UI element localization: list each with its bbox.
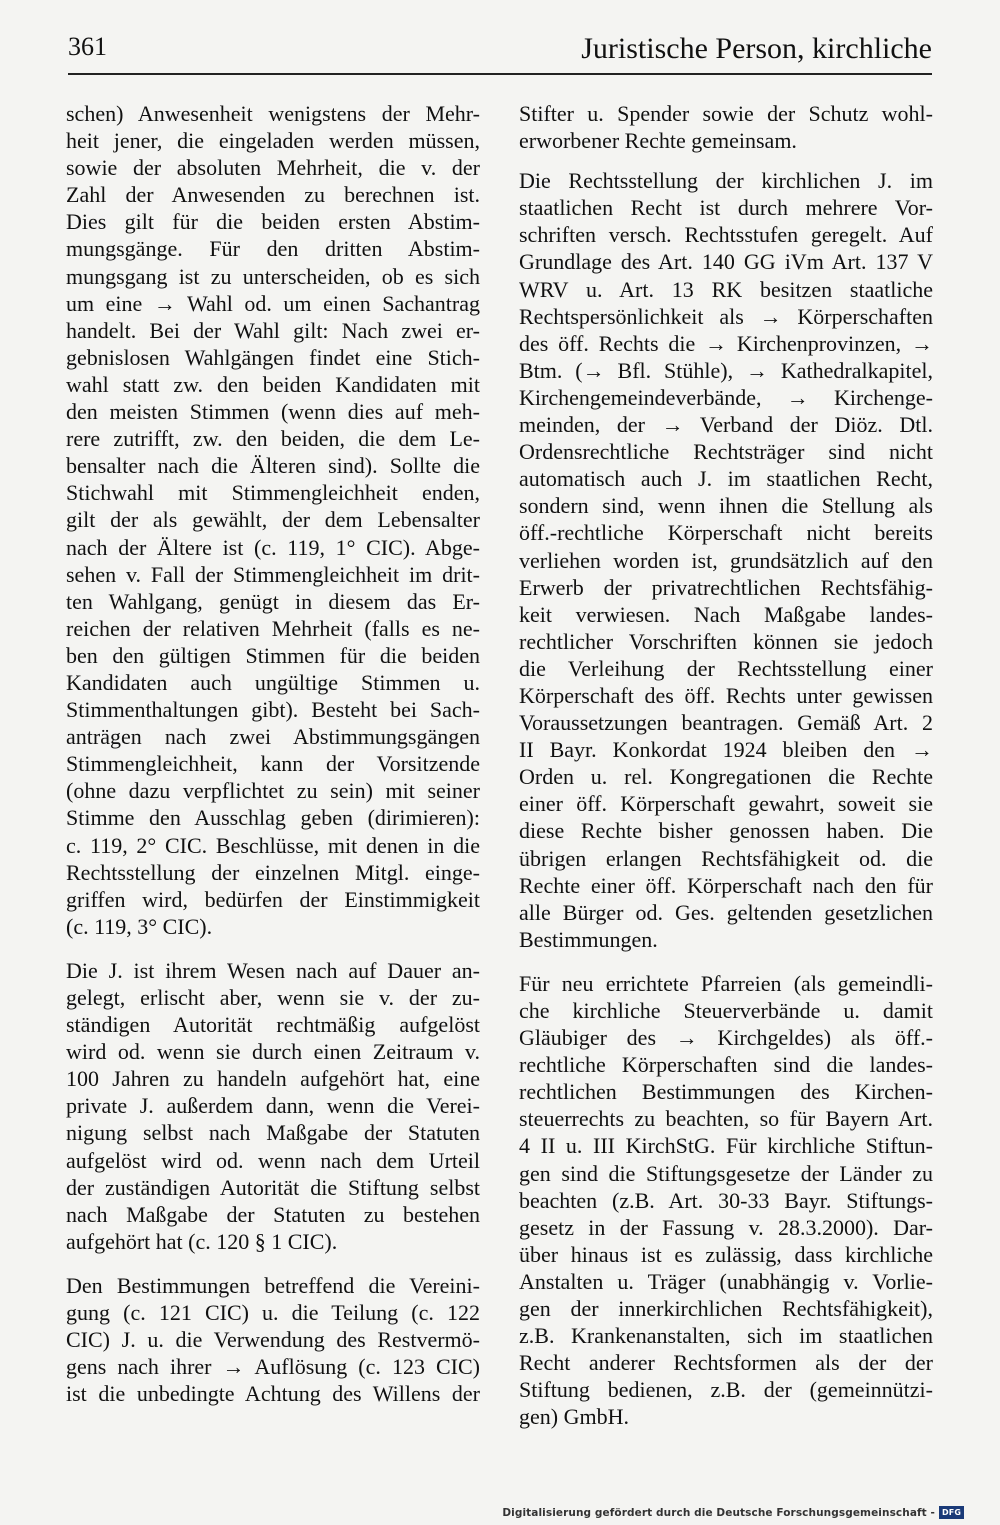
text-line: keit verwiesen. Nach Maßgabe landes- [519, 601, 933, 627]
paragraph-gap [519, 154, 933, 167]
text-line: ben den gültigen Stimmen für die beiden [66, 642, 480, 668]
text-line: rechtlicher Vorschriften können sie jedoch [519, 628, 933, 654]
text-line: nigung selbst nach Maßgabe der Statuten [66, 1120, 480, 1146]
running-title: Juristische Person, kirchliche [581, 32, 932, 65]
text-line: Für neu errichtete Pfarreien (als gemeindli- [519, 970, 933, 996]
text-line: Zahl der Anwesenden zu berechnen ist. [66, 182, 480, 208]
right-column [519, 100, 933, 1431]
paragraph [519, 167, 933, 953]
text-line: gen sind die Stiftungsgesetze der Länder zu [519, 1160, 933, 1186]
text-line: Stimmenthaltungen gibt). Besteht bei Sach- [66, 697, 480, 723]
text-line: Die J. ist ihrem Wesen nach auf Dauer an- [66, 957, 480, 983]
paragraph [66, 957, 480, 1255]
text-line: Stimme den Ausschlag geben (dirimieren): [66, 805, 480, 831]
text-line: Gläubiger des → Kirchgeldes) als öff.- [519, 1025, 933, 1051]
text-line: Stichwahl mit Stimmengleichheit enden, [66, 480, 480, 506]
text-line: steuerrechts zu beachten, so für Bayern Art. [519, 1106, 933, 1132]
text-line: Btm. (→ Bfl. Stühle), → Kathedralkapitel, [519, 357, 933, 383]
text-line: wahl statt zw. den beiden Kandidaten mit [66, 371, 480, 397]
text-line: z.B. Krankenanstalten, sich im staatlichen [519, 1323, 933, 1349]
text-line: sowie der absoluten Mehrheit, die v. der [66, 155, 480, 181]
text-line: verliehen worden ist, grundsätzlich auf den [519, 547, 933, 573]
text-line: Dies gilt für die beiden ersten Abstim- [66, 209, 480, 235]
text-line: nach der Ältere ist (c. 119, 1° CIC). Abge- [66, 534, 480, 560]
text-line: II Bayr. Konkordat 1924 bleiben den → [519, 737, 933, 763]
text-line: gung (c. 121 CIC) u. die Teilung (c. 122 [66, 1300, 480, 1326]
footer-text: Digitalisierung gefördert durch die Deutsche Forschungsgemeinschaft - [502, 1506, 936, 1519]
text-line: (ohne dazu verpflichtet zu sein) mit seiner [66, 778, 480, 804]
text-line: gen der innerkirchlichen Rechtsfähigkeit), [519, 1296, 933, 1322]
text-line: sehen v. Fall der Stimmengleichheit im drit- [66, 561, 480, 587]
text-line: handelt. Bei der Wahl gilt: Nach zwei er- [66, 317, 480, 343]
text-line: Recht anderer Rechtsformen als der der [519, 1350, 933, 1376]
page-header [68, 30, 932, 72]
text-line: Bestimmungen. [519, 926, 658, 952]
text-line: private J. außerdem dann, wenn die Verei- [66, 1093, 480, 1119]
text-line: wird od. wenn sie durch einen Zeitraum v. [66, 1039, 480, 1065]
text-line: automatisch auch J. im staatlichen Recht, [519, 466, 933, 492]
text-line: nach Maßgabe der Statuten zu bestehen [66, 1201, 480, 1227]
paragraph [66, 100, 480, 940]
text-line: Stifter u. Spender sowie der Schutz wohl- [519, 101, 933, 126]
text-line: die Verleihung der Rechtsstellung einer [519, 655, 933, 681]
text-line: erworbener Rechte gemeinsam. [519, 128, 797, 154]
text-line: ständigen Autorität rechtmäßig aufgelöst [66, 1012, 480, 1038]
text-line: Rechtspersönlichkeit als → Körperschaften [519, 303, 933, 329]
text-line: übrigen erlangen Rechtsfähigkeit od. die [519, 845, 933, 871]
text-line: sondern sind, wenn ihnen die Stellung als [519, 493, 933, 519]
text-line: mungsgänge. Für den dritten Abstim- [66, 236, 480, 262]
text-line: rechtlichen Bestimmungen des Kirchen- [519, 1079, 933, 1105]
text-line: rere zutrifft, zw. den beiden, die dem Le- [66, 426, 480, 452]
text-line: meinden, der → Verband der Diöz. Dtl. [519, 412, 933, 438]
text-line: gesetz in der Fassung v. 28.3.2000). Dar- [519, 1214, 933, 1240]
header-rule [68, 73, 932, 75]
text-line: Ordensrechtliche Rechtsträger sind nicht [519, 439, 933, 465]
text-line: Kirchengemeindeverbände, → Kirchenge- [519, 384, 933, 410]
text-line: Erwerb der privatrechtlichen Rechtsfähig- [519, 574, 933, 600]
text-line: (c. 119, 3° CIC). [66, 913, 213, 939]
paragraph-gap [66, 940, 480, 957]
text-line: staatlichen Recht ist durch mehrere Vor- [519, 195, 933, 221]
text-line: gelegt, erlischt aber, wenn sie v. der zu- [66, 985, 480, 1010]
text-line: Stimmengleichheit, kann der Vorsitzende [66, 751, 480, 777]
text-line: Rechte einer öff. Körperschaft nach den für [519, 872, 933, 898]
text-line: gilt der als gewählt, der dem Lebensalter [66, 507, 480, 533]
text-line: gens nach ihrer → Auflösung (c. 123 CIC) [66, 1354, 480, 1380]
text-line: alle Bürger od. Ges. geltenden gesetzlichen [519, 899, 933, 925]
text-line: beachten (z.B. Art. 30-33 Bayr. Stiftungs- [519, 1187, 933, 1213]
text-line: griffen wird, bedürfen der Einstimmigkeit [66, 886, 480, 912]
text-line: bensalter nach die Älteren sind). Sollte die [66, 453, 480, 479]
text-line: Voraussetzungen beantragen. Gemäß Art. 2 [519, 710, 933, 736]
text-line: Stiftung bedienen, z.B. der (gemeinnützi- [519, 1377, 933, 1403]
text-line: öff.-rechtliche Körperschaft nicht bereits [519, 520, 933, 546]
text-line: Körperschaft des öff. Rechts unter gewissen [519, 682, 933, 708]
text-line: ten Wahlgang, genügt in diesem das Er- [66, 588, 480, 614]
text-line: der zuständigen Autorität die Stiftung selbst [66, 1174, 480, 1200]
text-line: diese Rechte bisher genossen haben. Die [519, 818, 933, 844]
text-line: che kirchliche Steuerverbände u. damit [519, 998, 933, 1023]
text-line: Den Bestimmungen betreffend die Vereini- [66, 1272, 480, 1298]
paragraph [519, 970, 933, 1431]
text-line: Kandidaten auch ungültige Stimmen u. [66, 669, 480, 695]
dfg-logo: DFG [939, 1506, 964, 1519]
text-line: um eine → Wahl od. um einen Sachantrag [66, 290, 480, 316]
text-line: des öff. Rechts die → Kirchenprovinzen, → [519, 330, 933, 356]
text-line: Rechtsstellung der einzelnen Mitgl. einge- [66, 859, 480, 885]
text-line: ist die unbedingte Achtung des Willens der [66, 1381, 480, 1407]
text-line: schriften versch. Rechtsstufen geregelt. Auf [519, 222, 933, 248]
text-line: WRV u. Art. 13 RK besitzen staatliche [519, 276, 933, 302]
text-line: 4 II u. III KirchStG. Für kirchliche Stiftun- [519, 1133, 933, 1159]
text-line: Grundlage des Art. 140 GG iVm Art. 137 V [519, 249, 933, 275]
text-line: anträgen nach zwei Abstimmungsgängen [66, 724, 480, 750]
paragraph-gap [519, 953, 933, 970]
text-line: reichen der relativen Mehrheit (falls es ne- [66, 615, 480, 641]
text-line: Anstalten u. Träger (unabhängig v. Vorlie- [519, 1268, 933, 1294]
paragraph [519, 100, 933, 154]
text-line: den meisten Stimmen (wenn dies auf meh- [66, 399, 480, 425]
text-line: mungsgang ist zu unterscheiden, ob es sich [66, 263, 480, 289]
text-line: schen) Anwesenheit wenigstens der Mehr- [66, 101, 480, 126]
text-line: über hinaus ist es zulässig, dass kirchliche [519, 1241, 933, 1267]
text-line: aufgelöst wird od. wenn nach dem Urteil [66, 1147, 480, 1173]
text-line: einer öff. Körperschaft gewahrt, soweit sie [519, 791, 933, 817]
text-line: 100 Jahren zu handeln aufgehört hat, eine [66, 1066, 480, 1092]
text-line: Die Rechtsstellung der kirchlichen J. im [519, 168, 933, 194]
text-line: gen) GmbH. [519, 1404, 629, 1430]
text-line: aufgehört hat (c. 120 § 1 CIC). [66, 1228, 338, 1254]
text-line: c. 119, 2° CIC. Beschlüsse, mit denen in die [66, 832, 480, 858]
text-line: Orden u. rel. Kongregationen die Rechte [519, 764, 933, 790]
text-line: CIC) J. u. die Verwendung des Restvermö- [66, 1327, 480, 1353]
paragraph-gap [66, 1255, 480, 1272]
text-line: rechtliche Körperschaften sind die landes- [519, 1052, 933, 1078]
digitization-footer [502, 1506, 964, 1519]
paragraph [66, 1272, 480, 1407]
page-number: 361 [68, 32, 107, 61]
text-line: heit jener, die eingeladen werden müssen, [66, 128, 480, 154]
text-line: gebnislosen Wahlgängen findet eine Stich- [66, 344, 480, 370]
left-column [66, 100, 480, 1407]
